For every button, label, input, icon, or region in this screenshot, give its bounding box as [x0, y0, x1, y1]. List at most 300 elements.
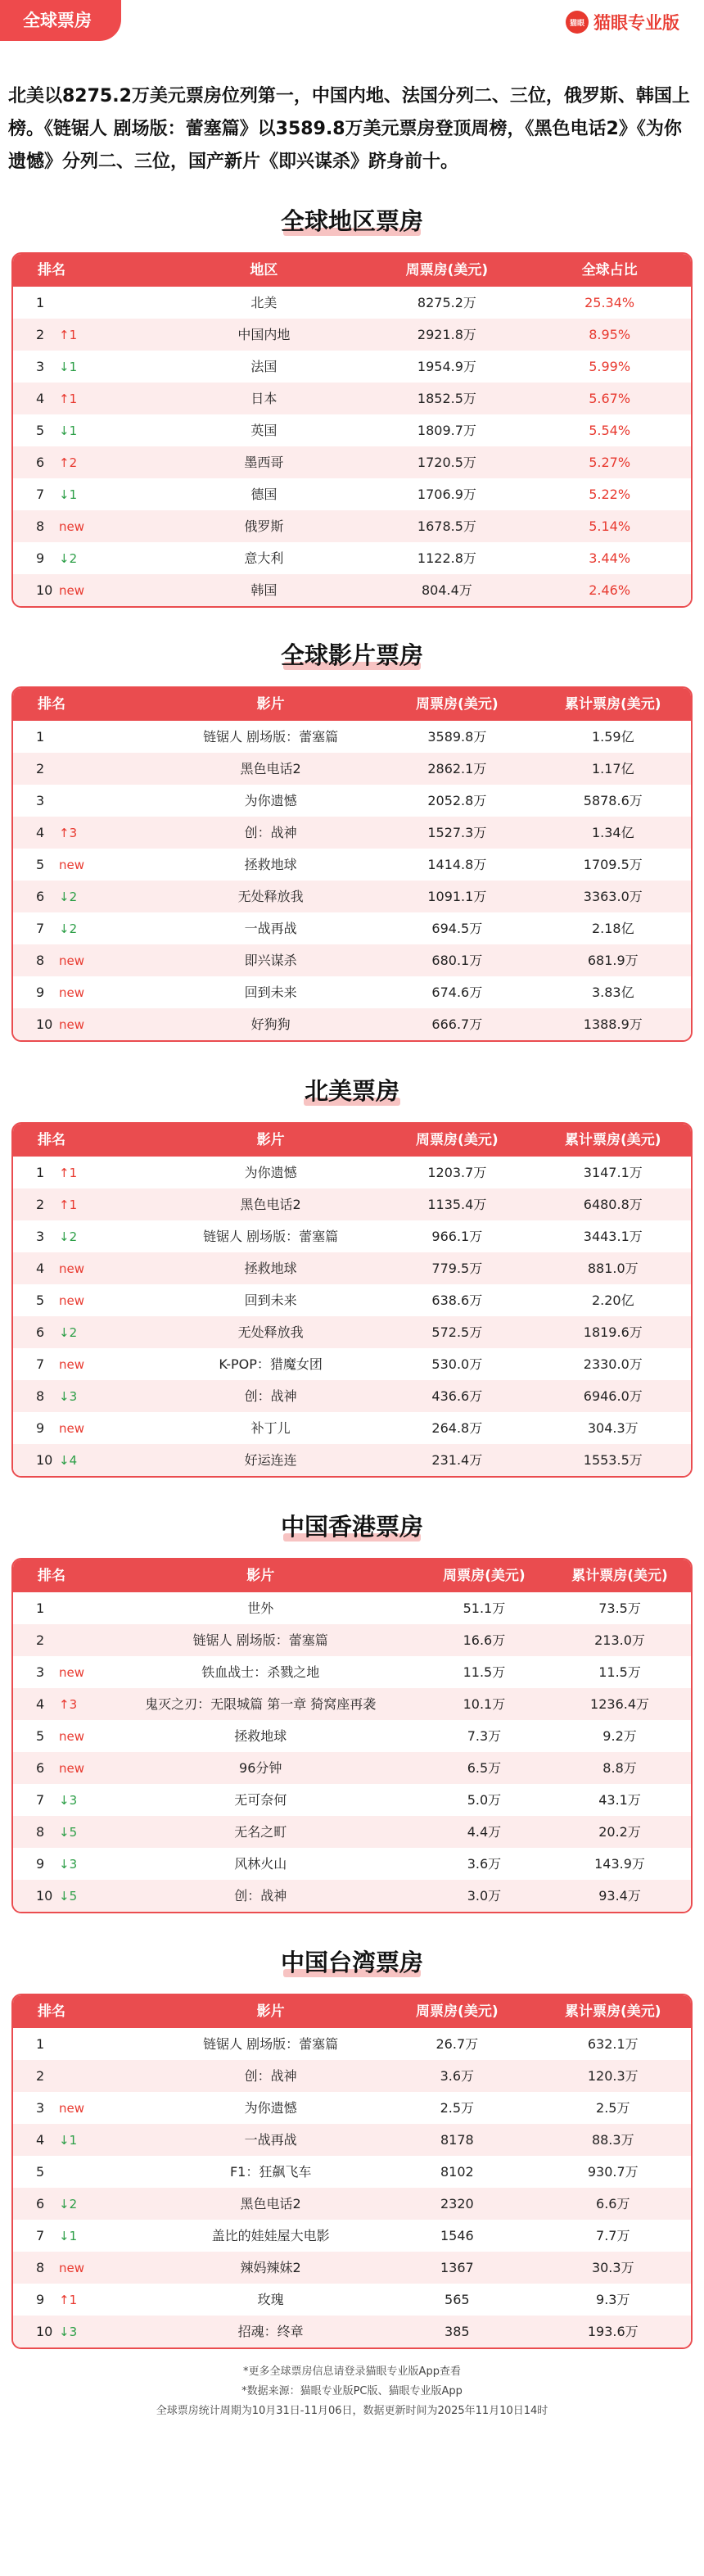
rank-number: 4: [36, 2132, 45, 2148]
name-cell: 黑色电话2: [240, 2196, 301, 2212]
north-america-section: [11, 1073, 693, 1478]
rank-change: ↓1: [59, 423, 78, 438]
table-header-row: [13, 1560, 691, 1592]
weekly-box-office-cell: 666.7万: [431, 1016, 483, 1032]
table-row: [13, 1157, 691, 1188]
rank-number: 8: [36, 518, 45, 534]
new-entry-badge: new: [59, 858, 85, 872]
column-header: 周票房(美元): [405, 262, 489, 278]
new-entry-badge: new: [59, 1761, 85, 1776]
rank-number: 7: [36, 1792, 45, 1808]
column-header: 周票房(美元): [416, 2003, 499, 2020]
table-row: [13, 1412, 691, 1444]
rank-number: 6: [36, 1324, 45, 1340]
rank-number: 1: [36, 729, 45, 745]
rank-number: 7: [36, 921, 45, 936]
rank-number: 2: [36, 2068, 45, 2084]
rank-number: 9: [36, 550, 45, 566]
weekly-box-office-cell: 3.6万: [467, 1856, 502, 1872]
table-row: [13, 287, 691, 319]
taiwan-title: [11, 1944, 693, 1981]
rank-number: 9: [36, 2292, 45, 2307]
rank-number: 5: [36, 423, 45, 438]
weekly-box-office-cell: 1367: [440, 2260, 474, 2275]
name-cell: 好运连连: [244, 1452, 297, 1468]
rank-number: 1: [36, 2036, 45, 2052]
new-entry-badge: new: [59, 1421, 85, 1436]
name-cell: 韩国: [250, 582, 278, 598]
rank-cell: [13, 912, 162, 944]
rank-cell: [13, 383, 162, 414]
hong-kong-section: [11, 1509, 693, 1913]
name-cell: 创：战神: [244, 2068, 297, 2084]
global-share-cell: 5.22%: [589, 487, 631, 502]
weekly-box-office-cell: 436.6万: [431, 1388, 483, 1404]
rank-cell: [13, 1624, 102, 1656]
total-box-office-cell: 7.7万: [596, 2228, 630, 2243]
rank-number: 7: [36, 487, 45, 502]
rank-number: 5: [36, 857, 45, 872]
weekly-box-office-cell: 1720.5万: [417, 455, 476, 470]
table-row: [13, 2028, 691, 2060]
total-box-office-cell: 9.2万: [602, 1728, 637, 1744]
table-row: [13, 1008, 691, 1040]
rank-number: 1: [36, 1600, 45, 1616]
name-cell: 即兴谋杀: [244, 953, 297, 968]
global-share-cell: 5.14%: [589, 518, 631, 534]
rank-cell: [13, 2316, 162, 2347]
rank-number: 1: [36, 1165, 45, 1180]
rank-cell: [13, 1720, 102, 1752]
global-share-cell: 5.67%: [589, 391, 631, 406]
name-cell: 拯救地球: [244, 1261, 297, 1276]
global-share-cell: 5.99%: [589, 359, 631, 374]
rank-change: ↓1: [59, 2229, 78, 2243]
name-cell: 黑色电话2: [240, 761, 301, 776]
new-entry-badge: new: [59, 2261, 85, 2275]
table-row: [13, 1284, 691, 1316]
weekly-box-office-cell: 7.3万: [467, 1728, 502, 1744]
rank-cell: [13, 2284, 162, 2316]
weekly-box-office-cell: 2862.1万: [427, 761, 487, 776]
column-header: 累计票房(美元): [564, 1132, 661, 1148]
rank-change: ↓5: [59, 1889, 78, 1904]
rank-number: 9: [36, 1856, 45, 1872]
name-cell: F1：狂飙飞车: [229, 2164, 312, 2180]
rank-cell: [13, 976, 162, 1008]
rank-number: 10: [36, 1888, 53, 1904]
name-cell: 墨西哥: [244, 455, 284, 470]
total-box-office-cell: 193.6万: [587, 2324, 639, 2339]
rank-number: 4: [36, 391, 45, 406]
table-row: [13, 446, 691, 478]
rank-number: 7: [36, 1356, 45, 1372]
rank-change: ↓1: [59, 360, 78, 374]
rank-number: 8: [36, 1824, 45, 1840]
total-box-office-cell: 8.8万: [602, 1760, 637, 1776]
name-cell: 英国: [250, 423, 278, 438]
rank-cell: [13, 1380, 162, 1412]
weekly-box-office-cell: 231.4万: [431, 1452, 483, 1468]
new-entry-badge: new: [59, 1729, 85, 1744]
brand: [566, 10, 679, 34]
weekly-box-office-cell: 1706.9万: [417, 487, 476, 502]
table-row: [13, 1444, 691, 1476]
rank-change: ↓4: [59, 1453, 78, 1468]
rank-cell: [13, 1008, 162, 1040]
table-row: [13, 1220, 691, 1252]
total-box-office-cell: 1.59亿: [591, 729, 634, 745]
total-box-office-cell: 1.17亿: [591, 761, 634, 776]
global-share-cell: 8.95%: [589, 327, 631, 342]
weekly-box-office-cell: 3.0万: [467, 1888, 502, 1904]
rank-cell: [13, 574, 162, 606]
rank-cell: [13, 1284, 162, 1316]
table-body: [13, 2028, 691, 2347]
column-header: 全球占比: [581, 262, 638, 278]
weekly-box-office-cell: 2320: [440, 2196, 474, 2212]
rank-cell: [13, 1816, 102, 1848]
weekly-box-office-cell: 51.1万: [463, 1600, 506, 1616]
weekly-box-office-cell: 10.1万: [463, 1696, 506, 1712]
rank-number: 7: [36, 2228, 45, 2243]
rank-cell: [13, 1252, 162, 1284]
name-cell: 无处释放我: [237, 889, 304, 904]
rank-change: ↑1: [59, 328, 78, 342]
weekly-box-office-cell: 26.7万: [435, 2036, 479, 2052]
rank-change: ↓3: [59, 1793, 78, 1808]
north-america-table: [11, 1122, 693, 1478]
rank-number: 10: [36, 582, 53, 598]
table-row: [13, 849, 691, 881]
total-box-office-cell: 681.9万: [587, 953, 639, 968]
table-row: [13, 2188, 691, 2220]
weekly-box-office-cell: 674.6万: [431, 985, 483, 1000]
name-cell: 创：战神: [244, 825, 297, 840]
rank-cell: [13, 2060, 162, 2092]
rank-number: 2: [36, 327, 45, 342]
name-cell: 补丁儿: [250, 1420, 291, 1436]
total-box-office-cell: 2.5万: [596, 2100, 630, 2116]
table-row: [13, 2220, 691, 2252]
name-cell: 盖比的娃娃屋大电影: [211, 2228, 330, 2243]
name-cell: 96分钟: [239, 1760, 282, 1776]
name-cell: 世外: [247, 1600, 274, 1616]
weekly-box-office-cell: 1203.7万: [427, 1165, 487, 1180]
table-row: [13, 478, 691, 510]
weekly-box-office-cell: 264.8万: [431, 1420, 483, 1436]
rank-change: ↓2: [59, 1325, 78, 1340]
table-row: [13, 785, 691, 817]
weekly-box-office-cell: 1527.3万: [427, 825, 487, 840]
column-header: 排名: [38, 1132, 65, 1148]
name-cell: 拯救地球: [244, 857, 297, 872]
weekly-box-office-cell: 1852.5万: [417, 391, 476, 406]
table-row: [13, 721, 691, 753]
rank-number: 9: [36, 985, 45, 1000]
weekly-box-office-cell: 638.6万: [431, 1293, 483, 1308]
rank-change: ↓3: [59, 1389, 78, 1404]
total-box-office-cell: 120.3万: [587, 2068, 639, 2084]
name-cell: 意大利: [244, 550, 284, 566]
rank-change: ↓5: [59, 1825, 78, 1840]
rank-cell: [13, 2188, 162, 2220]
weekly-box-office-cell: 680.1万: [431, 953, 483, 968]
rank-change: ↑3: [59, 826, 78, 840]
weekly-box-office-cell: 694.5万: [431, 921, 483, 936]
table-row: [13, 2252, 691, 2284]
rank-cell: [13, 287, 162, 319]
name-cell: 无名之町: [234, 1824, 287, 1840]
rank-change: ↓1: [59, 487, 78, 502]
north-america-title-text: 北美票房: [304, 1077, 399, 1105]
weekly-box-office-cell: 804.4万: [422, 582, 472, 598]
weekly-box-office-cell: 565: [445, 2292, 470, 2307]
rank-cell: [13, 1688, 102, 1720]
rank-change: ↑1: [59, 1197, 78, 1212]
region-section: [11, 203, 693, 608]
table-body: [13, 1157, 691, 1476]
table-row: [13, 1848, 691, 1880]
table-row: [13, 881, 691, 912]
name-cell: 为你遗憾: [244, 1165, 297, 1180]
total-box-office-cell: 1388.9万: [583, 1016, 643, 1032]
rank-number: 6: [36, 455, 45, 470]
region-title: [11, 203, 693, 239]
rank-cell: [13, 2252, 162, 2284]
rank-cell: [13, 2092, 162, 2124]
rank-cell: [13, 478, 162, 510]
name-cell: 中国内地: [237, 327, 291, 342]
total-box-office-cell: 6480.8万: [583, 1197, 643, 1212]
weekly-box-office-cell: 2052.8万: [427, 793, 487, 808]
rank-number: 10: [36, 1452, 53, 1468]
rank-cell: [13, 1316, 162, 1348]
name-cell: 回到未来: [244, 1293, 297, 1308]
total-box-office-cell: 930.7万: [587, 2164, 639, 2180]
rank-cell: [13, 1880, 102, 1912]
rank-number: 3: [36, 1229, 45, 1244]
column-header: 累计票房(美元): [564, 2003, 661, 2020]
rank-cell: [13, 2028, 162, 2060]
name-cell: 一战再战: [244, 2132, 297, 2148]
rank-number: 2: [36, 1632, 45, 1648]
rank-number: 5: [36, 2164, 45, 2180]
total-box-office-cell: 73.5万: [598, 1600, 641, 1616]
global-films-section: [11, 637, 693, 1042]
weekly-box-office-cell: 16.6万: [463, 1632, 506, 1648]
brand-name: 猫眼专业版: [593, 13, 679, 33]
total-box-office-cell: 11.5万: [598, 1664, 641, 1680]
weekly-box-office-cell: 6.5万: [467, 1760, 502, 1776]
table-header-row: [13, 688, 691, 721]
name-cell: 风林火山: [234, 1856, 287, 1872]
name-cell: 链锯人 剧场版：蕾塞篇: [203, 2036, 339, 2052]
weekly-box-office-cell: 1122.8万: [417, 550, 476, 566]
rank-number: 6: [36, 2196, 45, 2212]
weekly-box-office-cell: 1546: [440, 2228, 474, 2243]
new-entry-badge: new: [59, 985, 85, 1000]
north-america-title: [11, 1073, 693, 1109]
column-header: 影片: [256, 2003, 285, 2020]
name-cell: 创：战神: [234, 1888, 287, 1904]
name-cell: 一战再战: [244, 921, 297, 936]
table-row: [13, 1656, 691, 1688]
rank-cell: [13, 319, 162, 351]
rank-cell: [13, 1220, 162, 1252]
weekly-box-office-cell: 1135.4万: [427, 1197, 487, 1212]
table-row: [13, 351, 691, 383]
rank-cell: [13, 542, 162, 574]
table-body: [13, 287, 691, 606]
total-box-office-cell: 43.1万: [598, 1792, 641, 1808]
column-header: 累计票房(美元): [571, 1568, 668, 1584]
rank-cell: [13, 1784, 102, 1816]
table-row: [13, 1688, 691, 1720]
name-cell: 链锯人 剧场版：蕾塞篇: [203, 729, 339, 745]
total-box-office-cell: 9.3万: [596, 2292, 630, 2307]
total-box-office-cell: 1709.5万: [583, 857, 643, 872]
table-body: [13, 1592, 691, 1912]
rank-change: ↓2: [59, 1229, 78, 1244]
total-box-office-cell: 93.4万: [598, 1888, 641, 1904]
column-header: 影片: [246, 1568, 275, 1584]
rank-number: 4: [36, 825, 45, 840]
table-row: [13, 2156, 691, 2188]
table-row: [13, 944, 691, 976]
column-header: 地区: [250, 262, 278, 278]
table-row: [13, 1592, 691, 1624]
weekly-box-office-cell: 2921.8万: [417, 327, 476, 342]
column-header: 影片: [256, 1132, 285, 1148]
rank-number: 4: [36, 1696, 45, 1712]
rank-cell: [13, 1656, 102, 1688]
section-tag: 全球票房: [0, 0, 121, 41]
rank-cell: [13, 414, 162, 446]
rank-change: ↑1: [59, 1166, 78, 1180]
rank-cell: [13, 1412, 162, 1444]
rank-cell: [13, 1444, 162, 1476]
rank-number: 3: [36, 359, 45, 374]
total-box-office-cell: 143.9万: [594, 1856, 645, 1872]
total-box-office-cell: 3443.1万: [583, 1229, 643, 1244]
total-box-office-cell: 2.20亿: [591, 1293, 634, 1308]
weekly-box-office-cell: 572.5万: [431, 1324, 483, 1340]
rank-change: ↓2: [59, 921, 78, 936]
table-row: [13, 753, 691, 785]
column-header: 排名: [38, 696, 65, 713]
footer-note-period: 全球票房统计周期为10月31日-11月06日，数据更新时间为2025年11月10日14时: [156, 2405, 548, 2417]
total-box-office-cell: 6946.0万: [583, 1388, 643, 1404]
name-cell: 无处释放我: [237, 1324, 304, 1340]
weekly-box-office-cell: 779.5万: [431, 1261, 483, 1276]
table-row: [13, 1380, 691, 1412]
name-cell: 玫瑰: [257, 2292, 284, 2307]
table-row: [13, 574, 691, 606]
taiwan-title-text: 中国台湾票房: [280, 1949, 423, 1976]
rank-number: 2: [36, 761, 45, 776]
global-share-cell: 2.46%: [589, 582, 631, 598]
rank-cell: [13, 510, 162, 542]
weekly-box-office-cell: 1954.9万: [417, 359, 476, 374]
column-header: 累计票房(美元): [564, 696, 661, 713]
weekly-box-office-cell: 1809.7万: [417, 423, 476, 438]
region-table: [11, 252, 693, 608]
table-row: [13, 1784, 691, 1816]
total-box-office-cell: 2330.0万: [583, 1356, 643, 1372]
rank-cell: [13, 817, 162, 849]
table-row: [13, 542, 691, 574]
table-row: [13, 1316, 691, 1348]
weekly-box-office-cell: 8275.2万: [417, 295, 476, 310]
table-row: [13, 1188, 691, 1220]
global-films-table: [11, 686, 693, 1042]
total-box-office-cell: 881.0万: [587, 1261, 639, 1276]
weekly-box-office-cell: 2.5万: [440, 2100, 475, 2116]
rank-number: 8: [36, 2260, 45, 2275]
rank-cell: [13, 1592, 102, 1624]
total-box-office-cell: 213.0万: [594, 1632, 645, 1648]
table-header-row: [13, 1124, 691, 1157]
table-row: [13, 1816, 691, 1848]
rank-cell: [13, 753, 162, 785]
taiwan-section: [11, 1944, 693, 2349]
rank-cell: [13, 944, 162, 976]
rank-cell: [13, 1348, 162, 1380]
rank-cell: [13, 785, 162, 817]
rank-cell: [13, 1157, 162, 1188]
weekly-box-office-cell: 8178: [440, 2132, 474, 2148]
new-entry-badge: new: [59, 1665, 85, 1680]
table-row: [13, 2060, 691, 2092]
name-cell: 鬼灭之刃：无限城篇 第一章 猗窝座再袭: [145, 1696, 377, 1712]
weekly-box-office-cell: 1414.8万: [427, 857, 487, 872]
name-cell: 法国: [250, 359, 278, 374]
rank-change: ↓1: [59, 2133, 78, 2148]
total-box-office-cell: 632.1万: [587, 2036, 639, 2052]
hong-kong-title-text: 中国香港票房: [280, 1513, 423, 1541]
name-cell: 为你遗憾: [244, 793, 297, 808]
weekly-box-office-cell: 385: [445, 2324, 470, 2339]
footer: [0, 2362, 704, 2421]
rank-cell: [13, 1752, 102, 1784]
rank-number: 8: [36, 953, 45, 968]
total-box-office-cell: 1553.5万: [583, 1452, 643, 1468]
weekly-box-office-cell: 966.1万: [431, 1229, 483, 1244]
table-row: [13, 1752, 691, 1784]
rank-cell: [13, 849, 162, 881]
weekly-box-office-cell: 4.4万: [467, 1824, 502, 1840]
column-header: 周票房(美元): [416, 696, 499, 713]
rank-number: 5: [36, 1728, 45, 1744]
table-row: [13, 414, 691, 446]
new-entry-badge: new: [59, 953, 85, 968]
summary-text: 北美以8275.2万美元票房位列第一，中国内地、法国分列二、三位，俄罗斯、韩国上榜。《链锯人 剧场版：蕾塞篇》以3589.8万美元票房登顶周榜，《黑色电话2》《为你遗憾》分列二、三位，国产新片《即兴谋杀》跻身前十。: [8, 86, 690, 172]
region-title-text: 全球地区票房: [280, 207, 423, 235]
rank-cell: [13, 351, 162, 383]
table-row: [13, 2316, 691, 2347]
name-cell: 日本: [250, 391, 278, 406]
weekly-box-office-cell: 3589.8万: [427, 729, 487, 745]
rank-number: 3: [36, 1664, 45, 1680]
column-header: 周票房(美元): [443, 1568, 526, 1584]
global-films-title: [11, 637, 693, 673]
new-entry-badge: new: [59, 1357, 85, 1372]
rank-cell: [13, 2124, 162, 2156]
total-box-office-cell: 6.6万: [596, 2196, 630, 2212]
name-cell: 黑色电话2: [240, 1197, 301, 1212]
global-share-cell: 5.27%: [589, 455, 631, 470]
